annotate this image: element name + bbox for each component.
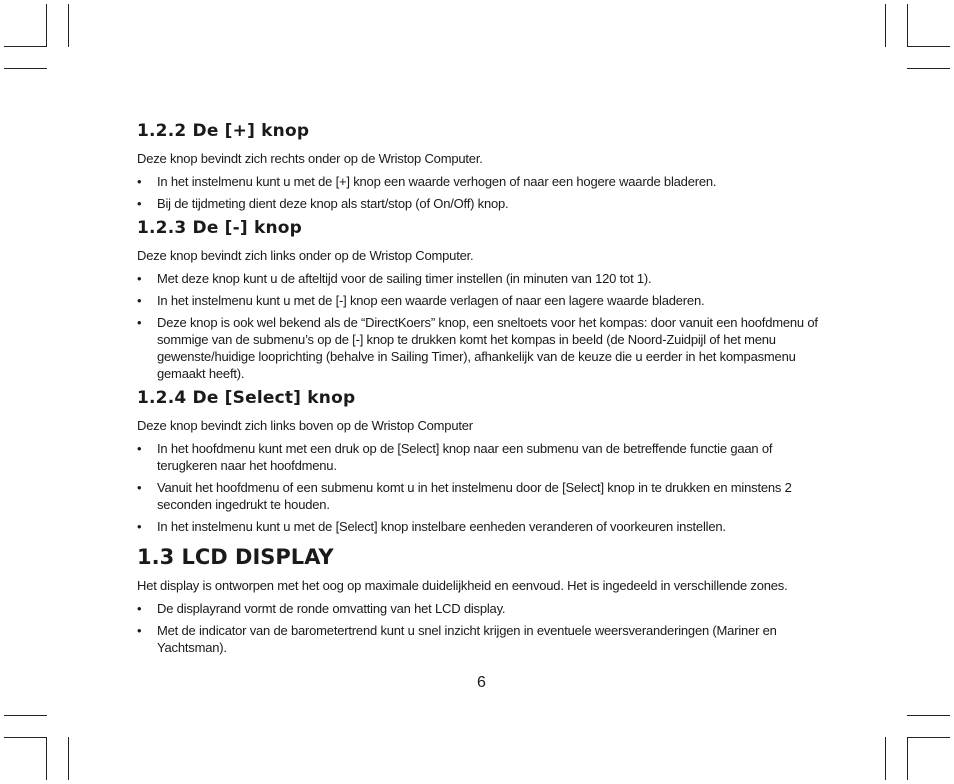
- crop-mark: [907, 737, 950, 738]
- list-item-text: Deze knop is ook wel bekend als de “DirectKoers” knop, een sneltoets voor het kompas: door vanuit een hoofdmenu of sommige van de submenu’s op de [-] knop te drukken komt het kompas in beeld (de Noord-Zuidpijl of het menu gewenste/huidige looprichting (behalve in Sailing Timer), afhankelijk van de keuze die u eerder in het kompasmenu gemaakt heeft).: [157, 315, 818, 381]
- list-item: [137, 195, 831, 212]
- list-item-text: Met de indicator van de barometertrend kunt u snel inzicht krijgen in eventuele weersveranderingen (Mariner en Yachtsman).: [157, 623, 777, 655]
- bullet-list: [137, 173, 831, 212]
- crop-mark: [907, 737, 908, 780]
- bullet-icon: •: [137, 519, 142, 534]
- page-number: 6: [477, 674, 486, 691]
- page-content: [137, 120, 831, 661]
- section-intro: Deze knop bevindt zich links onder op de Wristop Computer.: [137, 248, 474, 263]
- crop-mark: [68, 4, 69, 47]
- crop-mark: [885, 737, 886, 780]
- list-item: [137, 440, 831, 474]
- list-item: [137, 518, 831, 535]
- chapter-heading: 1.3 LCD DISPLAY: [137, 545, 334, 569]
- list-item: [137, 622, 831, 656]
- crop-mark: [4, 715, 47, 716]
- list-item: [137, 479, 831, 513]
- section-plus-button: [137, 120, 831, 212]
- bullet-icon: •: [137, 480, 142, 495]
- crop-mark: [4, 737, 47, 738]
- list-item: [137, 600, 831, 617]
- bullet-icon: •: [137, 441, 142, 456]
- section-intro: Deze knop bevindt zich links boven op de Wristop Computer: [137, 418, 473, 433]
- section-intro: Deze knop bevindt zich rechts onder op de Wristop Computer.: [137, 151, 483, 166]
- list-item-text: In het hoofdmenu kunt met een druk op de [Select] knop naar een submenu van de betreffende functie gaan of terugkeren naar het hoofdmenu.: [157, 441, 773, 473]
- list-item: [137, 270, 831, 287]
- crop-mark: [46, 4, 47, 47]
- bullet-list: [137, 600, 831, 656]
- crop-mark: [907, 715, 950, 716]
- section-minus-button: [137, 217, 831, 382]
- bullet-icon: •: [137, 315, 142, 330]
- bullet-icon: •: [137, 196, 142, 211]
- section-lcd-display: [137, 543, 831, 656]
- crop-mark: [907, 4, 908, 47]
- list-item-text: Bij de tijdmeting dient deze knop als start/stop (of On/Off) knop.: [157, 196, 509, 211]
- section-heading: 1.2.3 De [-] knop: [137, 218, 303, 238]
- bullet-icon: •: [137, 293, 142, 308]
- crop-mark: [68, 737, 69, 780]
- bullet-icon: •: [137, 601, 142, 616]
- list-item-text: De displayrand vormt de ronde omvatting van het LCD display.: [157, 601, 506, 616]
- bullet-list: [137, 440, 831, 535]
- bullet-icon: •: [137, 174, 142, 189]
- list-item-text: Met deze knop kunt u de afteltijd voor de sailing timer instellen (in minuten van 120 tot 1).: [157, 271, 652, 286]
- section-heading: 1.2.2 De [+] knop: [137, 121, 310, 141]
- crop-mark: [885, 4, 886, 47]
- crop-mark: [4, 68, 47, 69]
- section-select-button: [137, 387, 831, 535]
- crop-mark: [907, 46, 950, 47]
- list-item-text: In het instelmenu kunt u met de [Select] knop instelbare eenheden veranderen of voorkeuren instellen.: [157, 519, 726, 534]
- bullet-list: [137, 270, 831, 382]
- crop-mark: [46, 737, 47, 780]
- section-intro: Het display is ontworpen met het oog op maximale duidelijkheid en eenvoud. Het is ingedeeld in verschillende zones.: [137, 578, 788, 593]
- bullet-icon: •: [137, 271, 142, 286]
- list-item: [137, 314, 831, 382]
- list-item: [137, 292, 831, 309]
- crop-mark: [4, 46, 47, 47]
- section-heading: 1.2.4 De [Select] knop: [137, 388, 356, 408]
- list-item: [137, 173, 831, 190]
- list-item-text: Vanuit het hoofdmenu of een submenu komt u in het instelmenu door de [Select] knop in te drukken en minstens 2 seconden ingedrukt te houden.: [157, 480, 792, 512]
- list-item-text: In het instelmenu kunt u met de [+] knop een waarde verhogen of naar een hogere waarde bladeren.: [157, 174, 717, 189]
- crop-mark: [907, 68, 950, 69]
- list-item-text: In het instelmenu kunt u met de [-] knop een waarde verlagen of naar een lagere waarde bladeren.: [157, 293, 705, 308]
- bullet-icon: •: [137, 623, 142, 638]
